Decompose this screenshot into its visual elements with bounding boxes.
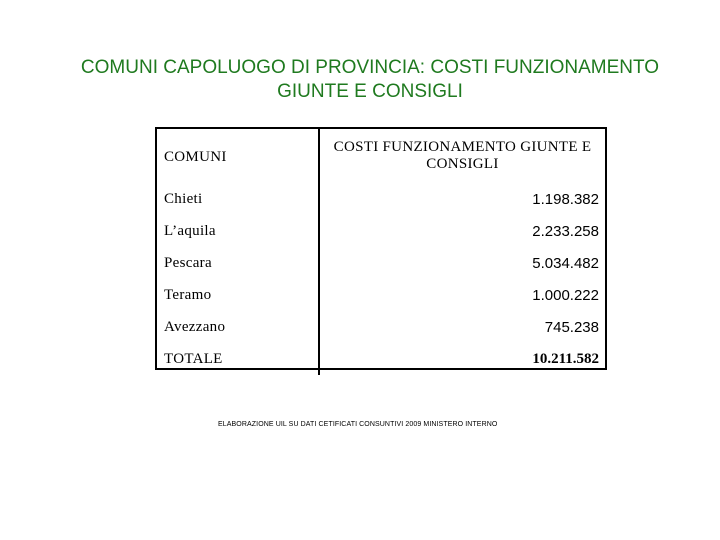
page-title <box>30 56 710 104</box>
cost-value: 2.233.258 <box>532 222 599 240</box>
table-row <box>157 311 605 343</box>
cost-value: 1.198.382 <box>532 190 599 208</box>
table-row <box>157 279 605 311</box>
table-row <box>157 247 605 279</box>
comune-name: Pescara <box>157 247 319 279</box>
table-total-row <box>157 343 605 375</box>
comune-name: Teramo <box>157 279 319 311</box>
table-row <box>157 183 605 215</box>
table-row <box>157 215 605 247</box>
cost-value: 1.000.222 <box>532 286 599 304</box>
page-title-line-2: GIUNTE E CONSIGLI <box>277 81 463 102</box>
total-value: 10.211.582 <box>532 350 599 367</box>
costs-table <box>155 127 607 370</box>
cost-value: 745.238 <box>544 318 599 336</box>
source-footnote: ELABORAZIONE UIL SU DATI CETIFICATI CONSUNTIVI 2009 MINISTERO INTERNO <box>218 421 498 428</box>
column-header-comuni: COMUNI <box>157 129 319 183</box>
costs-table-grid <box>157 129 605 375</box>
column-header-costi: COSTI FUNZIONAMENTO GIUNTE E CONSIGLI <box>333 139 592 172</box>
comune-name: Avezzano <box>157 311 319 343</box>
page-title-line-1: COMUNI CAPOLUOGO DI PROVINCIA: COSTI FUNZIONAMENTO <box>80 57 660 78</box>
table-header-row <box>157 129 605 183</box>
cost-value: 5.034.482 <box>532 254 599 272</box>
comune-name: L’aquila <box>157 215 319 247</box>
total-label: TOTALE <box>157 343 319 375</box>
comune-name: Chieti <box>157 183 319 215</box>
